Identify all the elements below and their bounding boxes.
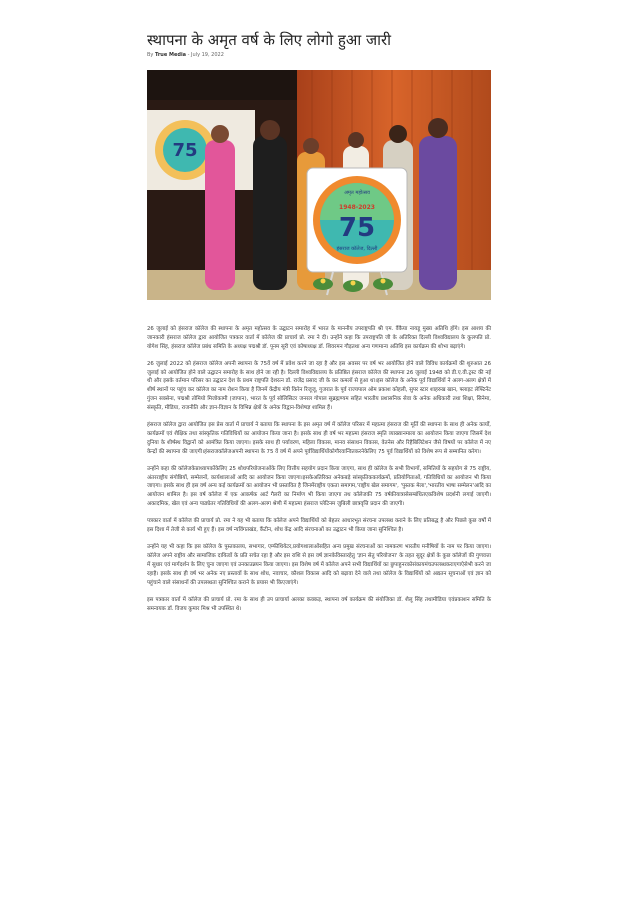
byline-prefix: By (147, 52, 154, 58)
article-byline (147, 52, 224, 58)
article-title: स्थापना के अमृत वर्ष के लिए लोगो हुआ जारी (147, 31, 391, 49)
event-photo-illustration (147, 70, 491, 300)
byline-separator: - (187, 52, 190, 58)
article-paragraph: पत्रकार वार्ता में कॉलेज की प्राचार्य प्रो. रमा ने यह भी बताया कि कॉलेज अपने विद्यार्थियों को बेहतर आधारभूत संरचना उपलब्ध कराने के लिए प्रतिबद्ध है और पिछले कुछ वर्षों में इस दिशा में तेजी से कार्य भी हुए हैं। इस वर्ष न्यविंगतखंड, कैंटीन, शोध केंद्र आदि संरचनाओं का उद्घाटन भी किया जाना सुनिश्चित है। (147, 518, 491, 534)
board-logo-bottom-text: हंसराज कॉलेज, दिल्ली (336, 246, 378, 252)
article-paragraph: 26 जुलाई 2022 को हंसराज कॉलेज अपनी स्थापना के 75वें वर्ष में प्रवेश करने जा रहा है और इस अवसर पर वर्ष भर आयोजित होने वाले विविध कार्यक्रमों की शुरुआत 26 जुलाई को आयोजित होने वाले उद्घाटन समारोह के साथ होने जा रही है। दिल्ली विश्वविद्यालय के प्रतिष्ठित हंसराज कॉलेज की स्थापना 26 जुलाई 1948 को डी.ए.वी.ट्रस्ट की नई थी और इसके वर्तमान परिसर का उद्घाटन देश के प्रथम राष्ट्रपति देशरत्न डॉ. राजेंद्र प्रसाद जी के कर कमलों से हुआ था।इस कॉलेज के अनेक पूर्व विद्यार्थियों ने अलग-अलग क्षेत्रों में शीर्ष स्थानों पर पहुंच कर कॉलेज का नाम रोशन किया है जिनमें केंद्रीय मंत्री किरेन रिजूजू, गुजरात के पूर्व राज्यपाल ओम प्रकाश कोहली, सुपर स्टार शाहरुख खान, फ्लाइट लेफ्टिनेंट गुंजन सक्सेना, पद्मश्री तोमियो मिजोकामी (जापान), भारत के पूर्व सोलिसिटर जनरल गोपाल सुब्रह्मण्यम सहित भारतीय प्रशासनिक सेवा के अनेक अधिकारी तथा शिक्षा, सिनेमा, संस्कृति, मीडिया, राजनीति और ज्ञान-विज्ञान के विभिन्न क्षेत्रों के अनेक विद्वान-विशेषज्ञ शामिल हैं। (147, 360, 491, 411)
board-logo-years: 1948-2023 (339, 204, 375, 211)
board-logo-top-text: अमृत महोत्सव (344, 190, 370, 196)
article-paragraph: हंसराज कॉलेज द्वारा आयोजित इस प्रेस वार्ता में प्राचार्य ने बताया कि स्थापना के इस अमृत वर्ष में कॉलेज परिसर में महात्मा हंसराज की मूर्ति की स्थापना के साथ ही अनेक कार्यों, कार्यक्रमों एवं शैक्षिक तथा सांस्कृतिक गतिविधियों का आयोजन किया जाना है। इसके साथ ही वर्ष भर महात्मा हंसराज स्मृति व्याख्यानमाला का आयोजन किया जाएगा जिसमें देश दुनिया के शीर्षस्थ विद्वानों को आमंत्रित किया जाएगा। इसके साथ ही पर्यावरण, महिला विकास, मानव संसाधन विकास, वेतनेस और रिहैबिलिटेशन जैसे विषयों पर कॉलेज में नए केन्द्रों की स्थापना की जाएगी।हंसराजकॉलेजअपनी स्थापना के 75 वें वर्ष में अपने पूर्वविद्यार्थियोंकोगौरवान्वितकरनेकेलिए 75 पूर्व विद्यार्थियों को विशेष रूप से सम्मानित करेगा। (147, 422, 491, 455)
byline-author[interactable]: True Media (154, 52, 187, 58)
article-paragraph: इस पत्रकार वार्ता में कॉलेज की प्राचार्य प्रो. रमा के साथ ही उप प्राचार्या अलका कक्कड़, स्थापना वर्ष कार्यक्रम की संयोजिका डॉ. शैलू सिंह तथामीडिया एवंप्रकाशन समिति के समन्वयक डॉ. विजय कुमार मिश्र भी उपस्थित थे। (147, 596, 491, 612)
board-logo-number: 75 (338, 213, 376, 243)
screen-logo-number: 75 (172, 140, 198, 161)
article-photo (147, 70, 491, 300)
article-body (147, 325, 491, 622)
article-paragraph: उन्होंने कहा की कॉलेजकेप्राध्यापकोंकेलिए 25 शोधपरियोजनाओंके लिए वित्तीय सहयोग प्रदान किया जाएगा, साथ ही कॉलेज के सभी विभागों, समितियों के सहयोग से 75 राष्ट्रीय, अंतरराष्ट्रीय संगोष्ठियों, सम्मेलनों, कार्यशालाओं आदि का आयोजन किया जाएगा।इसकेअतिरिक्त अनेकबड़े सांस्कृतिककार्यक्रमों, प्रतियोगिताओं, गतिविधियों का आयोजन भी किया जाएगा। इसके साथ ही इस वर्ष अन्य कई कार्यक्रमों का आयोजन भी प्रस्तावित है जिनमेंराष्ट्रीय एकता समागम,'राष्ट्रीय खेल समागम', 'पुस्तक मेला','भारतीय भाषा सम्मेलन'आदि का आयोजन शामिल है। इस वर्ष कॉलेज में एक आकर्षक आर्ट गैलरी का निर्माण भी किया जाएगा तथ कॉलेजकी 75 वर्षकीयात्रासेसम्बंधितएकविशेष प्रदर्शनी लगाई जाएगी।अकादमिक, खेल एवं अन्य पाठ्येतर गतिविधियों की अलग-अलग श्रेणी में महात्मा हंसराज प्लेटिनम जुबिली छात्रवृत्ति प्रदान की जाएगी। (147, 465, 491, 508)
article-paragraph: 26 जुलाई को हंसराज कॉलेज की स्थापना के अमृत महोत्सव के उद्घाटन समारोह में भारत के माननीय उपराष्ट्रपति श्री एम. वैंकैया नायडू मुख्य अतिथि होंगे। इस आशय की जानकारी हंसराज कॉलेज द्वारा आयोजित पत्रकार वार्ता में कॉलेज की प्राचार्य प्रो. रमा ने दी। उन्होंने कहा कि उपराष्ट्रपति जी के अतिरिक्त दिल्ली विश्वविद्यालय के कुलपति प्रो. योगेश सिंह, हंसराज कॉलेज प्रबंध समिति के अध्यक्ष पद्मश्री डॉ. पूनम सूरी एवं कोषाध्यक्ष डॉ. शिवरमन गौड़तथा अन्य गणमान्य अतिथि इस कार्यक्रम की शोभा बढ़ाएंगे। (147, 326, 491, 350)
article-paragraph: उन्होंने यह भी कहा कि इस कॉलेज के पुस्तकालय, सभागार, एम्फीथियेटर,प्रयोगशालाओंसहित अन्य प्रमुख संरचनाओं का नामकरण भारतीय मनीषियों के नाम पर किया जाएगा।कॉलेज अपने राष्ट्रीय और सामाजिक दायित्वों के प्रति सचेत रहा है और इस राशि से इस वर्ष ज्ञानकेविस्तारहेतु 'ज्ञान सेतु परियोजना' के तहत सुदूर क्षेत्रों के कुछ कॉलेजों की गुणवत्ता में सुधार एवं मार्गदर्शन के लिए चुना जाएगा एवं उनकाउन्नयन किया जाएगा। इस विशेष वर्ष में कॉलेज अपने सभी विद्यार्थियों का छुपाहुनरकोसंकायमंचउपलब्धकराएगाऐसेभी करने जा रहाहै। इसके साथ ही वर्ष भर अनेक नए प्रस्तावों के साथ शोध, नवाचार, कौशल विकास आदि को बढ़ावा देने वाले तथा कॉलेज के विद्यार्थियों को अद्यतन सूचनाओं एवं ज्ञान को पहुंचाने वाले संसाधनों की उपलब्धता सुनिश्चित कराने के प्रयास भी किएजाएंगे। (147, 544, 491, 586)
byline-date: July 19, 2022 (191, 52, 224, 58)
